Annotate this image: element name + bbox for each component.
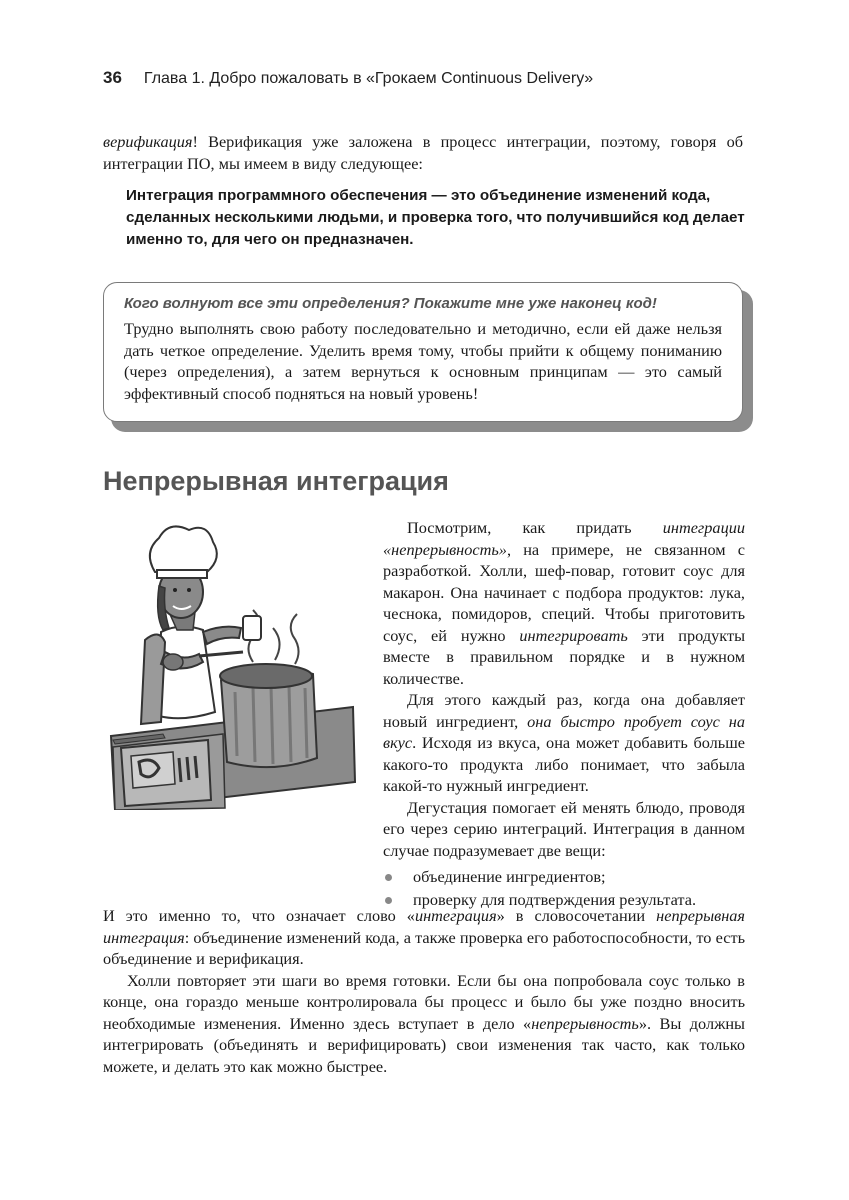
right-paragraph-3: Дегустация помогает ей менять блюдо, проводя его через серию интеграций. Интеграция в данном случае подразумевает две вещи: (383, 797, 745, 860)
list-item: объединение ингредиентов; (383, 865, 745, 888)
chapter-title: Глава 1. Добро пожаловать в «Грокаем Continuous Delivery» (143, 70, 594, 87)
chef-cooking-illustration (103, 512, 363, 810)
right-column (383, 517, 745, 911)
page-number: 36 (103, 68, 122, 87)
section-title: Непрерывная интеграция (103, 466, 449, 496)
bottom-paragraph-1: И это именно то, что означает слово «интеграция» в словосочетании непрерывная интеграция: объединение изменений кода, а также проверка его работоспособности, то есть объединение и верификация. (103, 906, 745, 968)
intro-text: ! Верификация уже заложена в процесс интеграции, поэтому, говоря об интеграции ПО, мы имеем в виду следующее: (103, 132, 743, 173)
bottom-paragraph-2: Холли повторяет эти шаги во время готовки. Если бы она попробовала соус только в конце, она гораздо меньше контролировала бы процесс и было бы уже поздно вносить необходимые изменения. Именно здесь вступает в дело «непрерывность». Вы должны интегрировать (объединять и верифицировать) свои изменения так часто, как только можете, и делать это как можно быстрее. (103, 970, 745, 1076)
right-paragraph-1: Посмотрим, как придать интеграции «непрерывность», на примере, не связанном с разработкой. Холли, шеф-повар, готовит соус для макарон. Она начинает с подбора продуктов: лука, чеснока, помидоров, специй. Чтобы приготовить соус, ей нужно интегрировать эти продукты вместе в правильном порядке и в нужном количестве. (383, 518, 746, 688)
bottom-text (103, 905, 745, 1077)
list-item: проверку для подтверждения результата. (383, 888, 745, 911)
callout-box (103, 282, 743, 422)
callout-title: Кого волнуют все эти определения? Покажите мне уже наконец код! (124, 295, 657, 312)
running-header (103, 68, 763, 88)
bullet-icon (385, 874, 392, 881)
right-paragraph-2: Для этого каждый раз, когда она добавляет новый ингредиент, она быстро пробует соус на вкус. Исходя из вкуса, она может добавить больше какого-то продукта либо понимает, что забыла какой-то нужный ингредиент. (383, 690, 745, 795)
bullet-icon (385, 897, 392, 904)
intro-paragraph (103, 131, 743, 174)
callout-text: Трудно выполнять свою работу последовательно и методично, если ей даже нельзя дать четкое определение. Уделить время тому, чтобы прийти к общему пониманию (через определения), а затем вернуться к основным принципам — это самый эффективный способ подняться на новый уровень! (124, 319, 722, 403)
intro-italic: верификация (103, 132, 193, 151)
definition-text: Интеграция программного обеспечения — это объединение изменений кода, сделанных несколькими людьми, и проверка того, что получившийся код делает именно то, для чего он предназначен. (126, 187, 745, 248)
